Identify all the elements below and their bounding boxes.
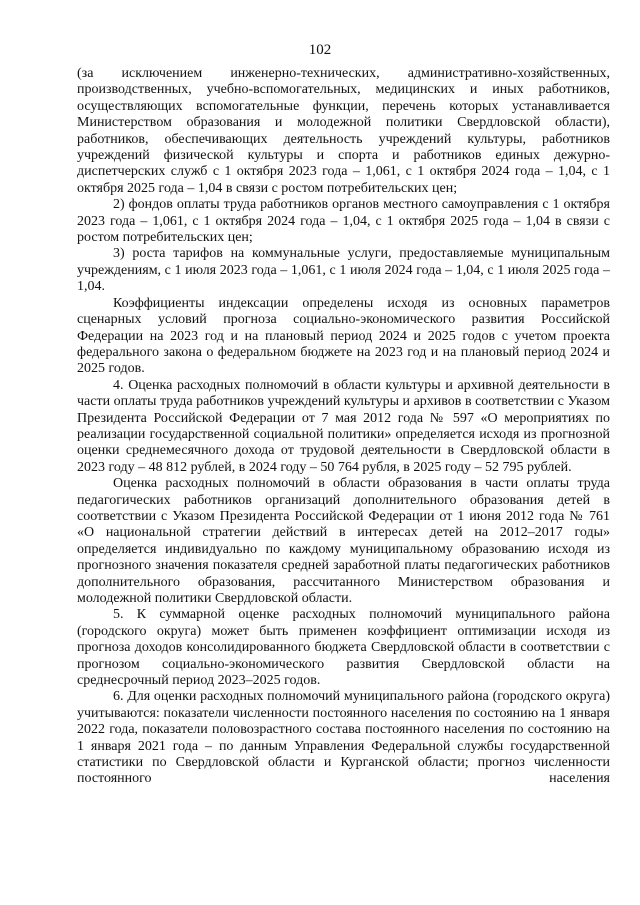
paragraph-section-6: 6. Для оценки расходных полномочий муниципального района (городского округа) учитываются: показатели численности постоянного населения по состоянию на 1 января 2022 года, показатели половозрастного состава постоянного населения по состоянию на 1 января 2021 года – по данным Управления Федеральной службы государственной статистики по Свердловской области и Курганской области; прогноз численности постоянного населения [77, 689, 610, 787]
paragraph-education-assessment: Оценка расходных полномочий в области образования в части оплаты труда педагогических работников организаций дополнительного образования детей в соответствии с Указом Президента Российской Федерации от 1 июня 2012 года № 761 «О национальной стратегии действий в интересах детей на 2012–2017 годы» определяется индивидуально по каждому муниципальному образованию исходя из прогнозного значения показателя средней заработной платы педагогических работников дополнительного образования, рассчитанного Министерством образования и молодежной политики Свердловской области. [77, 476, 610, 606]
paragraph-section-4: 4. Оценка расходных полномочий в области культуры и архивной деятельности в части оплаты труда работников учреждений культуры и архивов в соответствии с Указом Президента Российской Федерации от 7 мая 2012 года № 597 «О мероприятиях по реализации государственной социальной политики» определяется исходя из прогнозной оценки среднемесячного дохода от трудовой деятельности в Свердловской области в 2023 году – 48 812 рублей, в 2024 году – 50 764 рубля, в 2025 году – 52 795 рублей. [77, 377, 610, 475]
paragraph-section-5: 5. К суммарной оценке расходных полномочий муниципального района (городского округа) может быть применен коэффициент оптимизации исходя из прогноза доходов консолидированного бюджета Свердловской области в соответствии с прогнозом социально-экономического развития Свердловской области на среднесрочный период 2023–2025 годов. [77, 607, 610, 689]
document-body [77, 66, 610, 788]
paragraph-item-3: 3) роста тарифов на коммунальные услуги, предоставляемые муниципальным учреждениям, с 1 июля 2023 года – 1,061, с 1 июля 2024 года – 1,04, с 1 июля 2025 года – 1,04. [77, 246, 610, 295]
paragraph-indexation-coefficients: Коэффициенты индексации определены исходя из основных параметров сценарных условий прогноза социально-экономического развития Российской Федерации на 2023 год и на плановый период 2024 и 2025 годов с учетом проекта федерального закона о федеральном бюджете на 2023 год и на плановый период 2024 и 2025 годов. [77, 295, 610, 377]
page-number: 102 [308, 42, 332, 58]
paragraph-item-2: 2) фондов оплаты труда работников органов местного самоуправления с 1 октября 2023 года – 1,061, с 1 октября 2024 года – 1,04, с 1 октября 2025 года – 1,04 в связи с ростом потребительских цен; [77, 197, 610, 246]
paragraph-continuation: (за исключением инженерно-технических, административно-хозяйственных, производственных, учебно-вспомогательных, медицинских и иных работников, осуществляющих вспомогательные функции, перечень которых устанавливается Министерством образования и молодежной политики Свердловской области), работников, обеспечивающих деятельность учреждений культуры, работников учреждений физической культуры и спорта и работников единых дежурно-диспетчерских служб с 1 октября 2023 года – 1,061, с 1 октября 2024 года – 1,04, с 1 октября 2025 года – 1,04 в связи с ростом потребительских цен; [77, 66, 610, 196]
